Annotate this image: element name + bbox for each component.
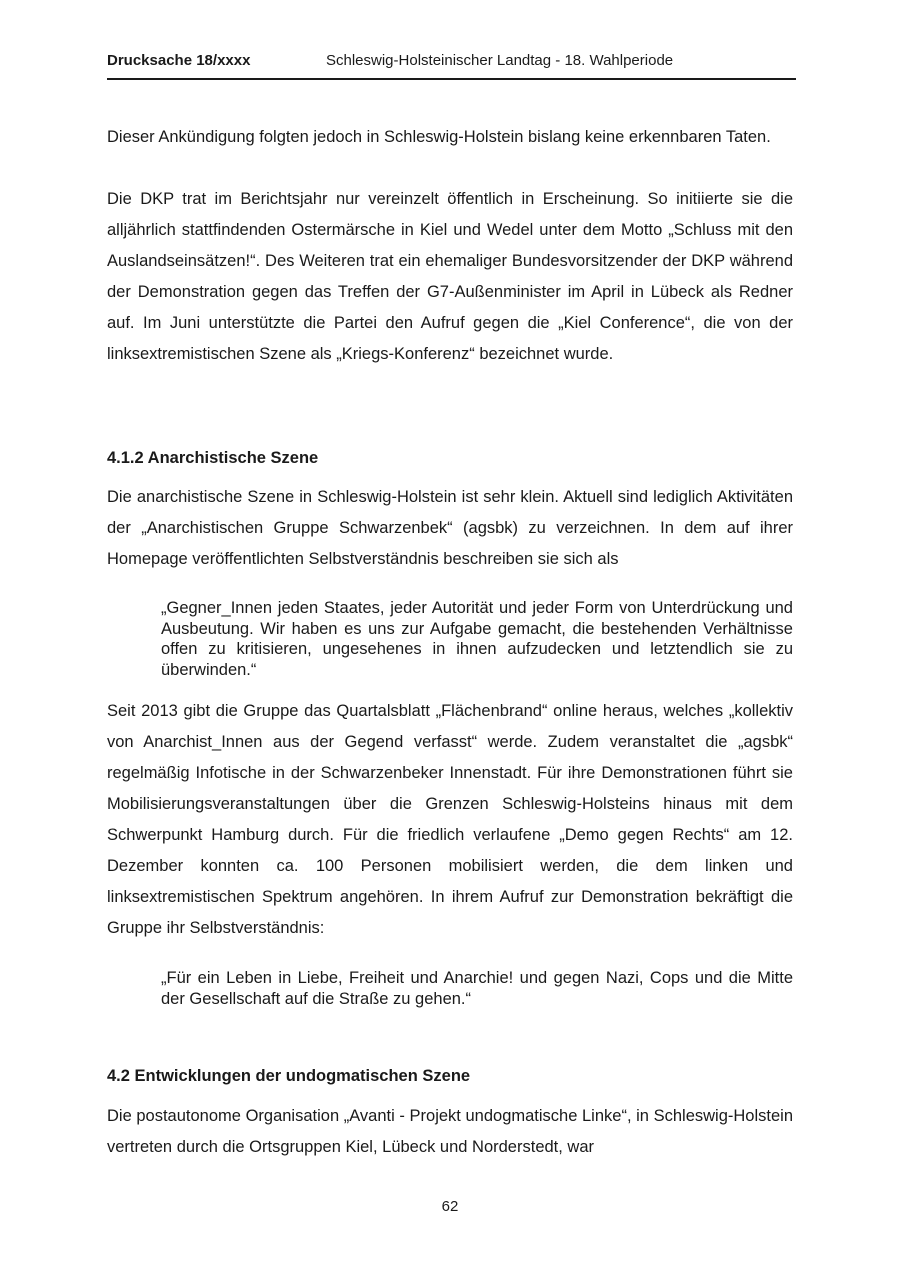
section-heading-undogmatic: 4.2 Entwicklungen der undogmatischen Szene [107, 1067, 471, 1085]
blockquote-demo-call: „Für ein Leben in Liebe, Freiheit und Anarchie! und gegen Nazi, Cops und die Mitte der Gesellschaft auf die Straße zu gehen.“ [161, 969, 793, 1008]
page-header [107, 52, 796, 80]
paragraph-announcement: Dieser Ankündigung folgten jedoch in Schleswig-Holstein bislang keine erkennbaren Taten. [107, 128, 771, 146]
page-number: 62 [441, 1198, 459, 1215]
paragraph-dkp: Die DKP trat im Berichtsjahr nur vereinzelt öffentlich in Erscheinung. So initiierte sie die alljährlich stattfindenden Ostermärsche in Kiel und Wedel unter dem Motto „Schluss mit den Auslandseinsätzen!“. Des Weiteren trat ein ehemaliger Bundesvorsitzender der DKP während der Demonstration gegen das Treffen der G7-Außenminister im April in Lübeck als Redner auf. Im Juni unterstützte die Partei den Aufruf gegen die „Kiel Conference“, die von der linksextremistischen Szene als „Kriegs-Konferenz“ bezeichnet wurde. [107, 190, 793, 363]
blockquote-self-image: „Gegner_Innen jeden Staates, jeder Autorität und jeder Form von Unterdrückung und Ausbeutung. Wir haben es uns zur Aufgabe gemacht, die bestehenden Verhältnisse offen zu kritisieren, ungesehenes in ihnen aufzudecken und letztendlich sie zu überwinden.“ [161, 599, 793, 679]
paragraph-avanti: Die postautonome Organisation „Avanti - Projekt undogmatische Linke“, in Schleswig-Holstein vertreten durch die Ortsgruppen Kiel, Lübeck und Norderstedt, war [107, 1107, 793, 1156]
legislature-title: Schleswig-Holsteinischer Landtag - 18. Wahlperiode [326, 52, 674, 69]
section-heading-anarchist: 4.1.2 Anarchistische Szene [107, 449, 319, 467]
paragraph-agsbk-activities: Seit 2013 gibt die Gruppe das Quartalsblatt „Flächenbrand“ online heraus, welches „kollektiv von Anarchist_Innen aus der Gegend verfasst“ werde. Zudem veranstaltet die „agsbk“ regelmäßig Infotische in der Schwarzenbeker Innenstadt. Für ihre Demonstrationen führt sie Mobilisierungsveranstaltungen über die Grenzen Schleswig-Holsteins hinaus mit dem Schwerpunkt Hamburg durch. Für die friedlich verlaufene „Demo gegen Rechts“ am 12. Dezember konnten ca. 100 Personen mobilisiert werden, die dem linken und linksextremistischen Spektrum angehören. In ihrem Aufruf zur Demonstration bekräftigt die Gruppe ihr Selbstverständnis: [107, 702, 793, 937]
paragraph-anarchist-scene: Die anarchistische Szene in Schleswig-Holstein ist sehr klein. Aktuell sind lediglich Aktivitäten der „Anarchistischen Gruppe Schwarzenbek“ (agsbk) zu verzeichnen. In dem auf ihrer Homepage veröffentlichten Selbstverständnis beschreiben sie sich als [107, 488, 793, 568]
document-id: Drucksache 18/xxxx [107, 52, 251, 69]
